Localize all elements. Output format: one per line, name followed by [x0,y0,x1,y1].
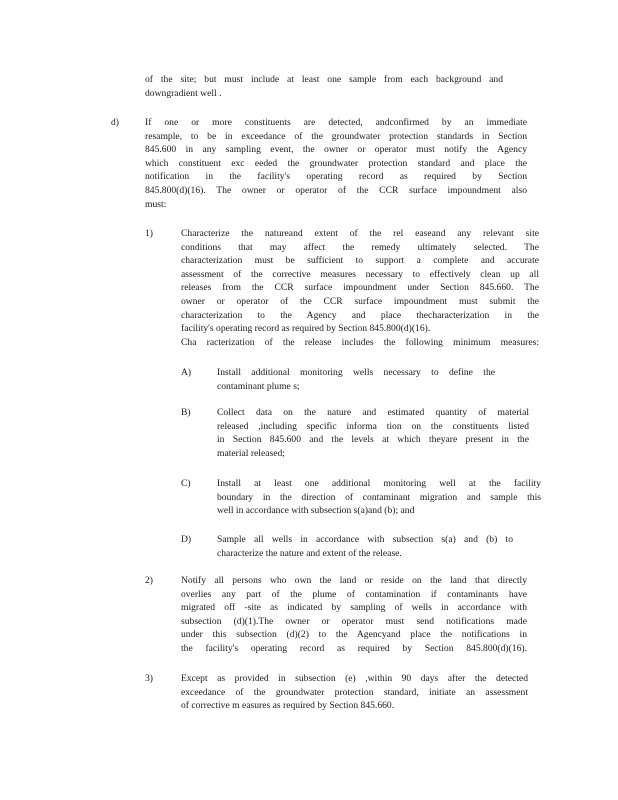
text-line: Sample all wells in accordance with subsection s(a) and (b) to [217,534,513,545]
text-line: Notify all persons who own the land or reside on the land that directly [181,575,527,586]
text-line: the facility's operating record as required by Section 845.800(d)(16). [181,642,527,654]
subitem-b-paragraph [217,406,529,460]
text-line: characterization to the Agency and place thecharacterization in the [181,309,539,321]
text-line: well in accordance with subsection s(a)and (b); and [217,505,415,517]
text-line: released ,including specific informa tion on the constituents listed [217,420,529,432]
subitem-a-paragraph [217,366,495,393]
text-line: material released; [217,447,285,459]
item-3-label: 3) [145,673,153,684]
text-line: of the site; but must include at least one sample from each background and [145,74,503,85]
item-1-paragraph [181,227,539,349]
text-line: releases from the CCR surface impoundment under Section 845.660. The [181,282,539,294]
text-line: exceedance of the groundwater protection standard, initiate an assessment [181,686,528,698]
text-line: assessment of the corrective measures necessary to effectively clean up all [181,268,539,280]
text-line: subsection (d)(1).The owner or operator must send notifications made [181,615,527,627]
text-line: downgradient well . [145,87,222,99]
item-1-label: 1) [145,228,153,239]
section-d-paragraph [145,116,527,211]
text-line: resample, to be in exceedance of the groundwater protection standards in Section [145,130,527,142]
text-line: Characterize the natureand extent of the rel easeand any relevant site [181,228,539,239]
text-line: must: [145,198,167,210]
subitem-b-label: B) [181,407,191,418]
text-line: overlies any part of the plume of contamination if contaminants have [181,588,527,600]
text-line: facility's operating record as required by Section 845.800(d)(16). [181,323,431,335]
text-line: Install additional monitoring wells necessary to define the [217,367,495,378]
item-3-paragraph [181,672,528,713]
text-line: Cha racterization of the release includes the following minimum measures: [181,336,539,348]
text-line: of corrective m easures as required by Section 845.660. [181,700,395,712]
text-line: notification in the facility's operating record as required by Section [145,171,527,183]
item-2-label: 2) [145,575,153,586]
text-line: If one or more constituents are detected, andconfirmed by an immediate [145,117,527,128]
subitem-a-label: A) [181,367,192,378]
subitem-c-paragraph [217,477,541,518]
text-line: conditions that may affect the remedy ultimately selected. The [181,241,539,253]
text-line: in Section 845.600 and the levels at which theyare present in the [217,434,529,446]
text-line: contaminant plume s; [217,380,300,392]
text-line: Except as provided in subsection (e) ,within 90 days after the detected [181,673,528,684]
section-d-label: d) [111,117,119,128]
text-line: which constituent exc eeded the groundwater protection standard and place the [145,157,527,169]
text-line: characterization must be sufficient to support a complete and accurate [181,255,539,267]
text-line: 845.600 in any sampling event, the owner or operator must notify the Agency [145,144,527,156]
text-line: boundary in the direction of contaminant migration and sample this [217,491,541,503]
text-line: characterize the nature and extent of the release. [217,547,402,559]
subitem-c-label: C) [181,478,191,489]
subitem-d-paragraph [217,533,513,560]
item-2-paragraph [181,574,527,656]
text-line: migrated off -site as indicated by sampling of wells in accordance with [181,602,527,614]
continuation-paragraph [145,73,503,100]
text-line: Collect data on the nature and estimated quantity of material [217,407,529,418]
text-line: Install at least one additional monitoring well at the facility [217,478,541,489]
text-line: 845.800(d)(16). The owner or operator of the CCR surface impoundment also [145,184,527,196]
subitem-d-label: D) [181,534,192,545]
text-line: owner or operator of the CCR surface impoundment must submit the [181,295,539,307]
text-line: under this subsection (d)(2) to the Agencyand place the notifications in [181,629,527,641]
